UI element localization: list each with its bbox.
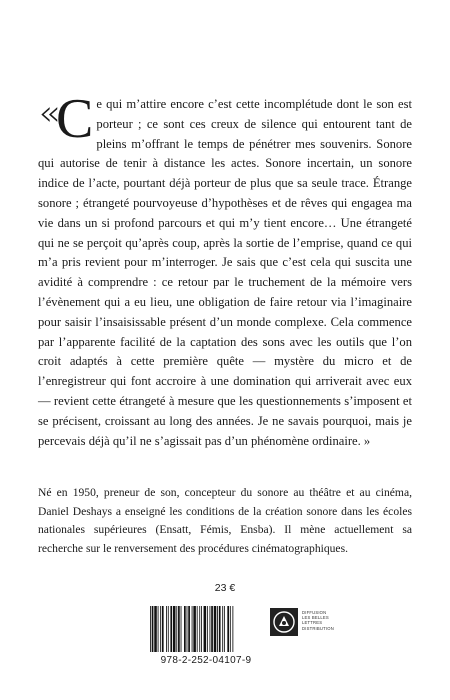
opening-guillemet: « <box>38 93 55 134</box>
distributor-line-2: LES BELLES LETTRES <box>302 615 329 626</box>
drop-cap-letter: C <box>56 88 94 150</box>
distributor-line-3: DISTRIBUTION <box>302 625 334 631</box>
quote-text: e qui m’attire encore c’est cette incomplétude dont le son est porteur ; ce sont ces creux de silence qui entourent tant de pleins m’offrant le temps de pénétrer mes souvenirs. Sonore qui autorise de tenir à distance les actes. Sonore incertain, un sonore indice de l’acte, pourtant déjà porteur de plus que sa seule trace. Étrange sonore ; étrangeté pourvoyeuse d’hypothèses et de rêves qui engagea ma vie dans un si profond parcours et qui m’y tient encore… Une étrangeté qui ne se perçoit qu’après coup, après la sortie de l’emprise, quand ce qui m’a pris revient pour m’interroger. Je sais que c’est cela qui suscita une avidité à comprendre : ce retour par le truchement de la mémoire vers l’évènement qui a eu lieu, une obligation de faire retour via l’imaginaire pour saisir l’insaisissable présent d’un monde complexe. Cela commence par l’apparente facilité de la captation des sons avec les outils que l’on croit adaptés à cette première quête — mystère du micro et de l’enregistreur qui font accroire à une domination qui arriverait avec eux — revient cette étrangeté à mesure que les questionnements s’imposent et se précisent, croissant au long des années. Je ne savais pourquoi, mais je percevais déjà qu’il ne s’agissait pas d’un phénomène ordinaire. » <box>38 97 412 448</box>
price-label: 23 € <box>214 582 236 594</box>
distributor-line-1: DIFFUSION <box>302 610 327 615</box>
quote-block <box>38 88 412 451</box>
isbn-number: 978-2-252-04107-9 <box>160 655 252 666</box>
distributor-logo-icon <box>270 608 298 636</box>
distributor-text <box>302 610 348 631</box>
barcode-graphic <box>146 604 266 654</box>
author-bio-text: Né en 1950, preneur de son, concepteur du sonore au théâtre et au cinéma, Daniel Deshays a enseigné les conditions de la création sonore dans les écoles nationales supérieures (Ensatt, Fémis, Ensba). Il mène actuellement sa recherche sur le renversement des procédures cinématographiques. <box>38 486 412 555</box>
barcode <box>146 604 266 654</box>
author-bio <box>38 484 412 558</box>
